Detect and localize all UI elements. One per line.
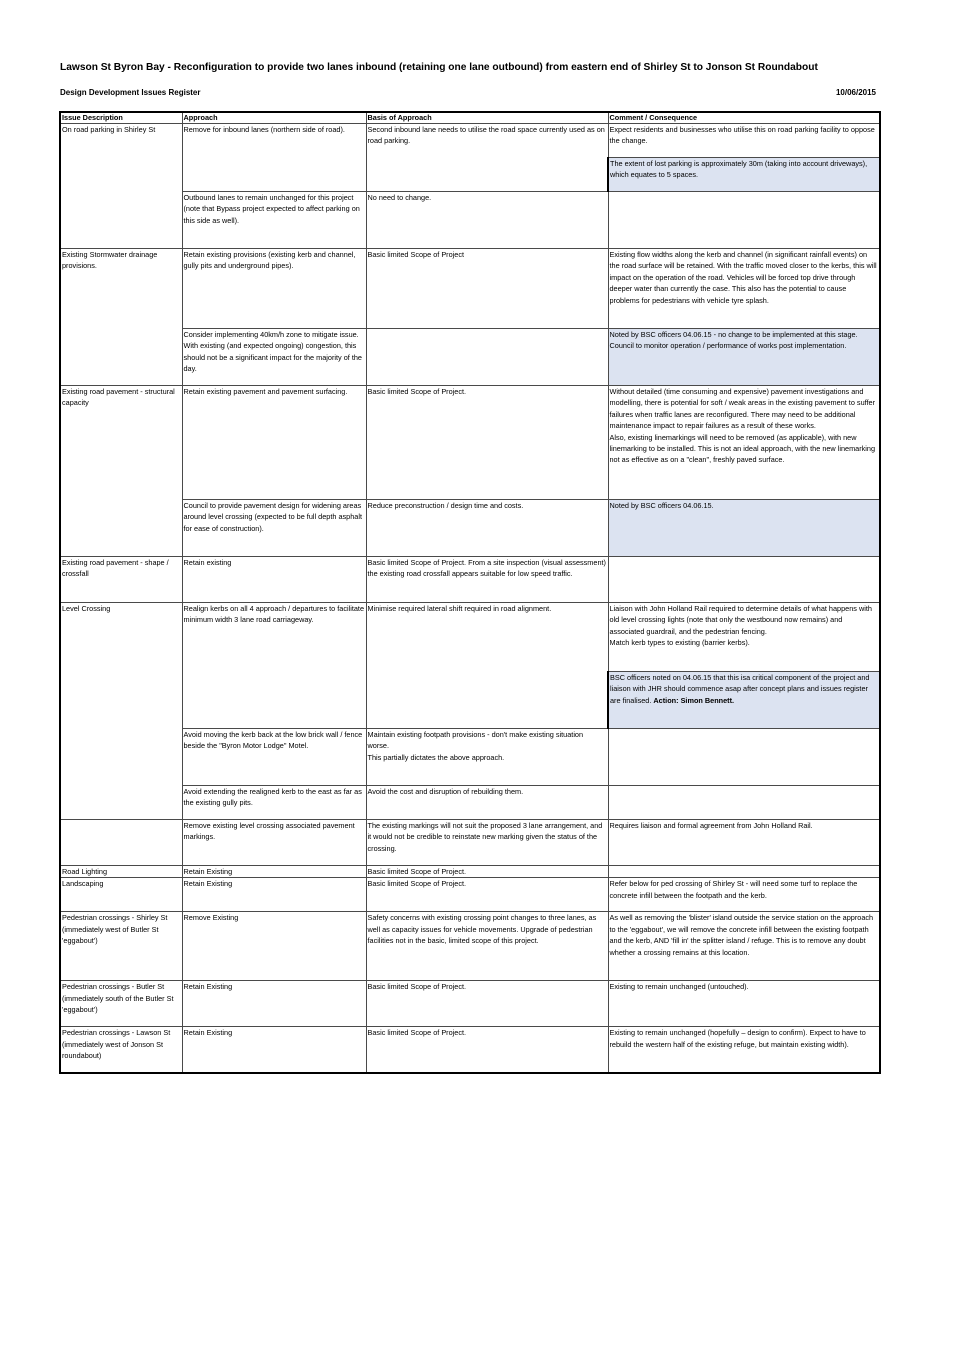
issue-cell: Existing Stormwater drainage provisions. (60, 249, 182, 329)
table-row (60, 786, 880, 820)
comment-cell (608, 729, 880, 786)
issue-cell: Level Crossing (60, 603, 182, 729)
comment-cell (608, 786, 880, 820)
register-subtitle: Design Development Issues Register (60, 88, 201, 97)
issues-register-table (59, 111, 881, 1074)
comment-cell (608, 866, 880, 878)
comment-cell (608, 603, 880, 672)
basis-cell: Minimise required lateral shift required in road alignment. (366, 603, 608, 729)
basis-text: Maintain existing footpath provisions - don't make existing situation worse. (367, 730, 584, 751)
basis-cell: The existing markings will not suit the proposed 3 lane arrangement, and it would not be credible to reinstate new marking given the status of the crossing. (366, 820, 608, 866)
table-row (60, 820, 880, 866)
column-header-issue: Issue Description (60, 112, 182, 124)
approach-cell: Remove for inbound lanes (northern side of road). (182, 124, 366, 192)
issue-cell: Pedestrian crossings - Shirley St (immediately west of Butler St 'eggabout') (60, 912, 182, 981)
basis-cell: Basic limited Scope of Project. (366, 866, 608, 878)
comment-cell: Existing to remain unchanged (hopefully – design to confirm). Expect to have to rebuild the western half of the existing refuge, but maintain existing width). (608, 1027, 880, 1073)
register-date: 10/06/2015 (835, 88, 876, 97)
approach-cell: Avoid moving the kerb back at the low brick wall / fence beside the "Byron Motor Lodge" Motel. (182, 729, 366, 786)
table-row (60, 192, 880, 249)
approach-cell: Retain Existing (182, 878, 366, 912)
basis-cell: No need to change. (366, 192, 608, 249)
issue-cell (60, 786, 182, 820)
comment-cell: Existing to remain unchanged (untouched). (608, 981, 880, 1027)
table-row (60, 981, 880, 1027)
approach-cell: Retain existing pavement and pavement surfacing. (182, 386, 366, 500)
basis-cell: Second inbound lane needs to utilise the road space currently used as on road parking. (366, 124, 608, 192)
issue-cell: Landscaping (60, 878, 182, 912)
issue-cell (60, 500, 182, 557)
comment-text: BSC officers noted on 04.06.15 that this isa critical component of the project and liaison with JHR should commence asap after concept plans and issues register are finalised. (610, 673, 870, 705)
comment-cell: As well as removing the 'blister' island outside the service station on the approach to the 'eggabout', we will remove the concrete infill between the existing footpath and the kerb, AND 'fill in' the splitter island / refuge. This is to remove any doubt whether a crossing remains at this location. (608, 912, 880, 981)
comment-cell (608, 672, 880, 729)
comment-cell: Noted by BSC officers 04.06.15. (608, 500, 880, 557)
column-header-basis: Basis of Approach (366, 112, 608, 124)
table-row (60, 1027, 880, 1073)
document-title: Lawson St Byron Bay - Reconfiguration to provide two lanes inbound (retaining one lane outbound) from eastern end of Shirley St to Jonson St Roundabout (60, 62, 818, 73)
basis-cell (366, 329, 608, 386)
issue-cell: Existing road pavement - shape / crossfall (60, 557, 182, 603)
issue-cell (60, 192, 182, 249)
approach-cell: Retain Existing (182, 981, 366, 1027)
comment-text: Liaison with John Holland Rail required to determine details of what happens with old level crossing lights (note that only the westbound now remains) and associated guardrail, and the pedestrian fencing. (609, 604, 872, 636)
approach-cell: Remove existing level crossing associated pavement markings. (182, 820, 366, 866)
approach-cell: Retain Existing (182, 1027, 366, 1073)
table-row (60, 249, 880, 329)
table-row (60, 603, 880, 672)
comment-text: Match kerb types to existing (barrier kerbs). (609, 638, 750, 648)
comment-cell: Noted by BSC officers 04.06.15 - no change to be implemented at this stage. Council to monitor operation / performance of works post implementation. (608, 329, 880, 386)
basis-cell: Basic limited Scope of Project. (366, 878, 608, 912)
approach-cell: Remove Existing (182, 912, 366, 981)
table-row (60, 329, 880, 386)
table-row (60, 729, 880, 786)
basis-cell: Basic limited Scope of Project. (366, 981, 608, 1027)
table-row (60, 878, 880, 912)
basis-cell: Safety concerns with existing crossing point changes to three lanes, as well as capacity issues for vehicle movements. Upgrade of pedestrian facilities not in the basic, limited scope of this project. (366, 912, 608, 981)
basis-cell: Avoid the cost and disruption of rebuilding them. (366, 786, 608, 820)
comment-cell (608, 192, 880, 249)
column-header-comment: Comment / Consequence (608, 112, 880, 124)
issue-cell: Road Lighting (60, 866, 182, 878)
comment-cell: Existing flow widths along the kerb and channel (in significant rainfall events) on the road surface will be retained. With the traffic moved closer to the kerbs, this will impact on the operation of the road. Vehicles will be forced top drive through deeper water than currently the case. This also has the potential to cause problems for pedestrians with vehicle tyre splash. (608, 249, 880, 329)
issue-cell: Pedestrian crossings - Butler St (immediately south of the Butler St 'eggabout') (60, 981, 182, 1027)
approach-cell: Retain Existing (182, 866, 366, 878)
comment-text: Without detailed (time consuming and expensive) pavement investigations and modelling, there is potential for soft / weak areas in the existing pavement to suffer failures when traffic lanes are reconfigured. There may need to be additional maintenance impact to repair failures as a result of these works. (609, 387, 876, 431)
table-header-row (60, 112, 880, 124)
table-row (60, 557, 880, 603)
basis-cell (366, 729, 608, 786)
table-row (60, 500, 880, 557)
table-row (60, 386, 880, 500)
basis-cell: Basic limited Scope of Project. From a site inspection (visual assessment) the existing road crossfall appears suitable for low speed traffic. (366, 557, 608, 603)
comment-cell (608, 386, 880, 500)
comment-cell: The extent of lost parking is approximately 30m (taking into account driveways), which equates to 5 spaces. (608, 158, 880, 192)
approach-cell: Avoid extending the realigned kerb to the east as far as the existing gully pits. (182, 786, 366, 820)
comment-cell: Expect residents and businesses who utilise this on road parking facility to oppose the change. (608, 124, 880, 158)
table-row (60, 124, 880, 158)
basis-text: This partially dictates the above approach. (367, 752, 505, 762)
comment-cell: Requires liaison and formal agreement from John Holland Rail. (608, 820, 880, 866)
issue-cell (60, 329, 182, 386)
issue-cell: Pedestrian crossings - Lawson St (immediately west of Jonson St roundabout) (60, 1027, 182, 1073)
issue-cell: Existing road pavement - structural capacity (60, 386, 182, 500)
basis-cell: Reduce preconstruction / design time and costs. (366, 500, 608, 557)
comment-text: Also, existing linemarkings will need to be removed (as applicable), with new linemarking to be installed. This is not an ideal approach, with the new linemarking not as effective as on a "clean", freshly paved surface. (609, 432, 876, 465)
approach-cell: Retain existing provisions (existing kerb and channel, gully pits and underground pipes). (182, 249, 366, 329)
issue-cell: On road parking in Shirley St (60, 124, 182, 192)
column-header-approach: Approach (182, 112, 366, 124)
basis-cell: Basic limited Scope of Project. (366, 1027, 608, 1073)
approach-cell: Council to provide pavement design for widening areas around level crossing (expected to be full depth asphalt for ease of construction). (182, 500, 366, 557)
comment-cell (608, 557, 880, 603)
approach-cell: Retain existing (182, 557, 366, 603)
basis-cell: Basic limited Scope of Project (366, 249, 608, 329)
approach-cell: Consider implementing 40km/h zone to mitigate issue. With existing (and expected ongoing) congestion, this should not be a significant impact for the majority of the day. (182, 329, 366, 386)
issue-cell (60, 820, 182, 866)
issue-cell (60, 729, 182, 786)
table-row (60, 866, 880, 878)
comment-cell: Refer below for ped crossing of Shirley St - will need some turf to replace the concrete infill between the footpath and the kerb. (608, 878, 880, 912)
basis-cell: Basic limited Scope of Project. (366, 386, 608, 500)
approach-cell: Outbound lanes to remain unchanged for this project (note that Bypass project expected to affect parking on this side as well). (182, 192, 366, 249)
action-owner: Action: Simon Bennett. (653, 695, 735, 705)
approach-cell: Realign kerbs on all 4 approach / departures to facilitate minimum width 3 lane road carriageway. (182, 603, 366, 729)
table-row (60, 912, 880, 981)
